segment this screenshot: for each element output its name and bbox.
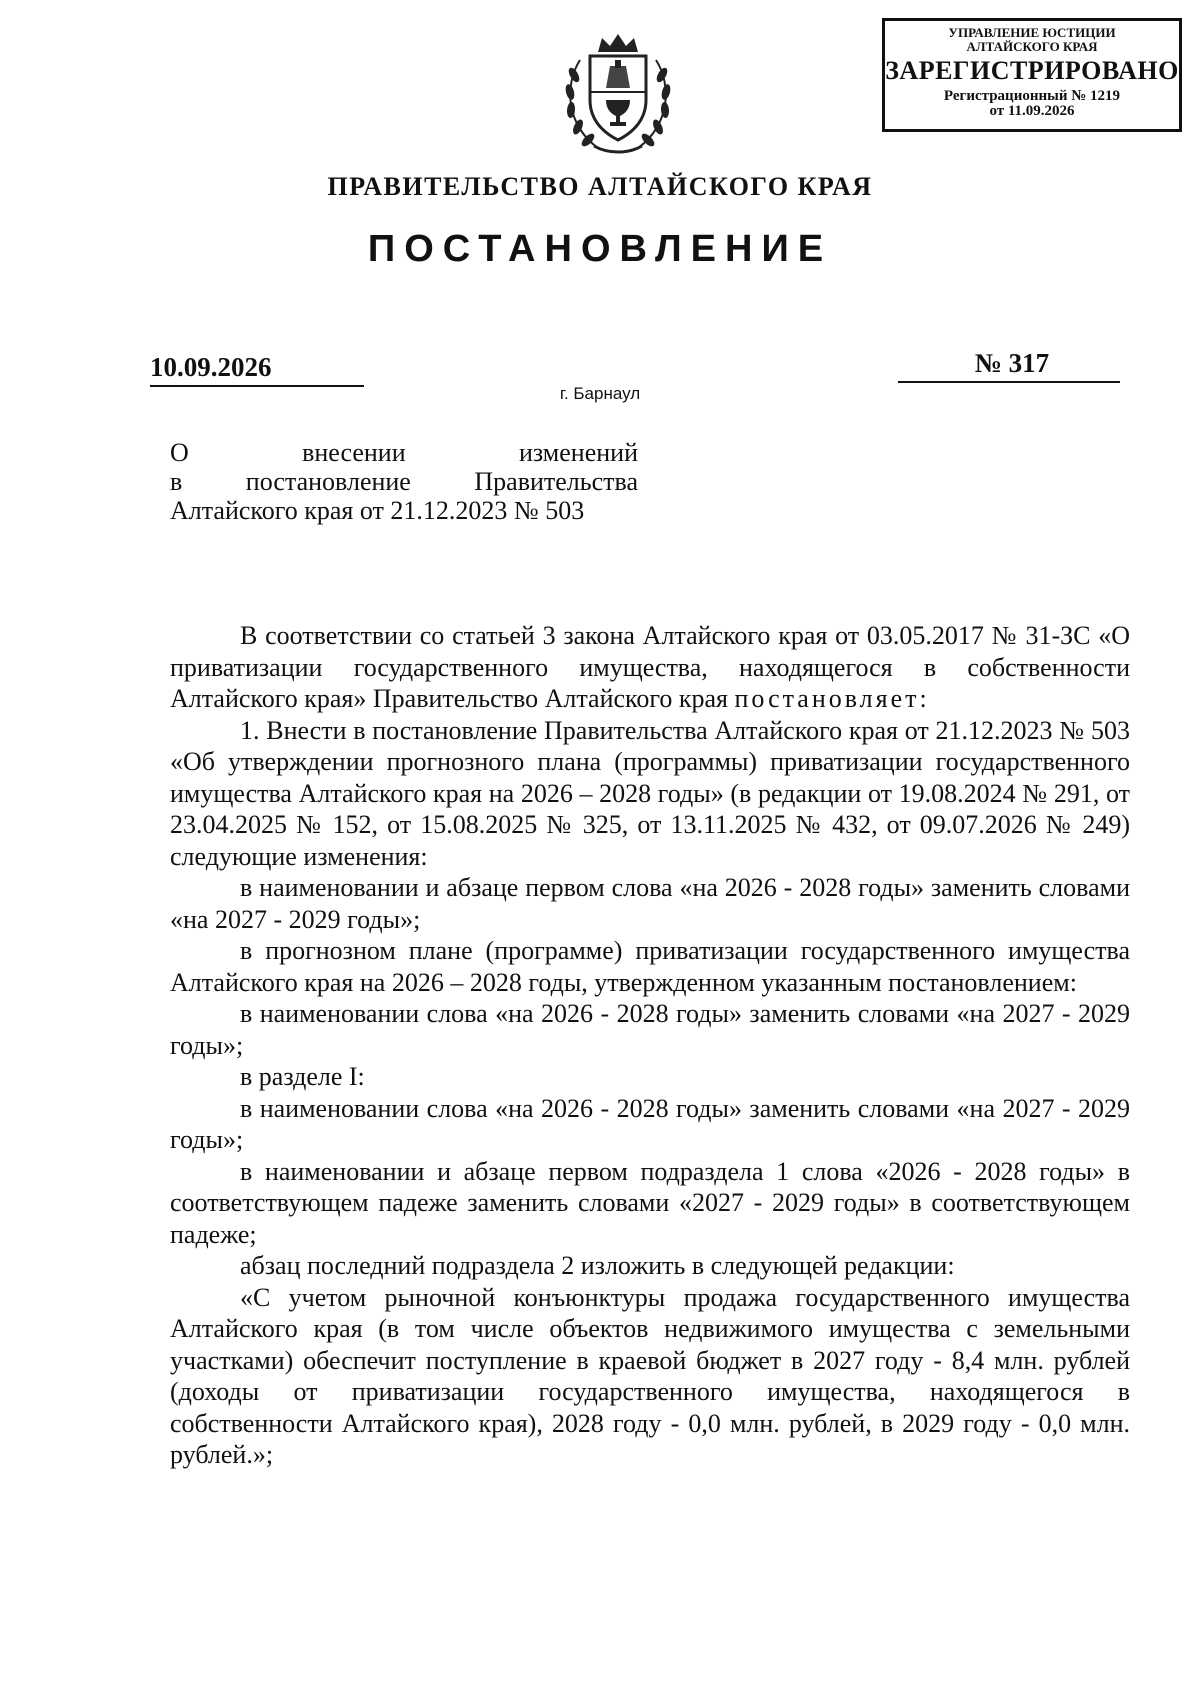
body-paragraph: в наименовании и абзаце первом подраздела 1 слова «2026 - 2028 годы» в соответствующем падеже заменить словами «2027 - 2029 годы» в соответствующем падеже; <box>170 1156 1130 1249</box>
stamp-line1: УПРАВЛЕНИЕ ЮСТИЦИИ <box>948 25 1116 40</box>
body-paragraph: в прогнозном плане (программе) приватизации государственного имущества Алтайского края на 2026 – 2028 годы, утвержденном указанным постановлением: <box>170 936 1130 997</box>
body-paragraph: в разделе I: <box>240 1062 365 1091</box>
organization-title: ПРАВИТЕЛЬСТВО АЛТАЙСКОГО КРАЯ <box>327 172 873 201</box>
resolving-verb: постановляет: <box>734 684 930 713</box>
document-city: г. Барнаул <box>559 384 641 403</box>
document-number: № 317 <box>898 348 1120 383</box>
body-paragraph: в наименовании слова «на 2026 - 2028 годы» заменить словами «на 2027 - 2029 годы»; <box>170 999 1130 1060</box>
body-paragraph: в наименовании и абзаце первом слова «на 2026 - 2028 годы» заменить словами «на 2027 - 2029 годы»; <box>170 873 1130 934</box>
paragraph-text: В соответствии со статьей 3 закона Алтайского края от 03.05.2017 № 31-ЗС «О приватизации государственного имущества, находящегося в собственности Алтайского края» Правительство Алтайского края <box>170 621 1130 713</box>
document-type: ПОСТАНОВЛЕНИЕ <box>367 228 833 270</box>
document-body <box>170 620 1130 1471</box>
body-paragraph <box>170 620 1130 715</box>
body-paragraph: абзац последний подраздела 2 изложить в следующей редакции: <box>240 1251 955 1280</box>
body-paragraph: «С учетом рыночной конъюнктуры продажа государственного имущества Алтайского края (в том числе объектов недвижимого имущества с земельными участками) обеспечит поступление в краевой бюджет в 2027 году - 8,4 млн. рублей (доходы от приватизации государственного имущества, находящегося в собственности Алтайского края), 2028 году - 0,0 млн. рублей, в 2029 году - 0,0 млн. рублей.»; <box>170 1282 1130 1469</box>
registration-stamp <box>882 18 1182 132</box>
stamp-date: от 11.09.2026 <box>989 103 1075 120</box>
document-date: 10.09.2026 <box>150 352 364 387</box>
stamp-line2: АЛТАЙСКОГО КРАЯ <box>966 38 1098 54</box>
coat-of-arms-icon <box>558 30 678 158</box>
stamp-title: ЗАРЕГИСТРИРОВАНО <box>885 56 1179 86</box>
body-paragraph: 1. Внести в постановление Правительства Алтайского края от 21.12.2023 № 503 «Об утверждении прогнозного плана (программы) приватизации государственного имущества Алтайского края на 2026 – 2028 годы» (в редакции от 19.08.2024 № 291, от 23.04.2025 № 152, от 15.08.2025 № 325, от 13.11.2025 № 432, от 09.07.2026 № 249) следующие изменения: <box>170 715 1130 871</box>
subject-line: Алтайского края от 21.12.2023 № 503 <box>170 496 585 525</box>
stamp-reg-number: Регистрационный № 1219 <box>943 87 1121 104</box>
document-subject <box>170 438 638 525</box>
body-paragraph: в наименовании слова «на 2026 - 2028 годы» заменить словами «на 2027 - 2029 годы»; <box>170 1093 1130 1154</box>
subject-line: в постановление Правительства <box>170 467 638 496</box>
subject-line: О внесении изменений <box>170 438 638 467</box>
